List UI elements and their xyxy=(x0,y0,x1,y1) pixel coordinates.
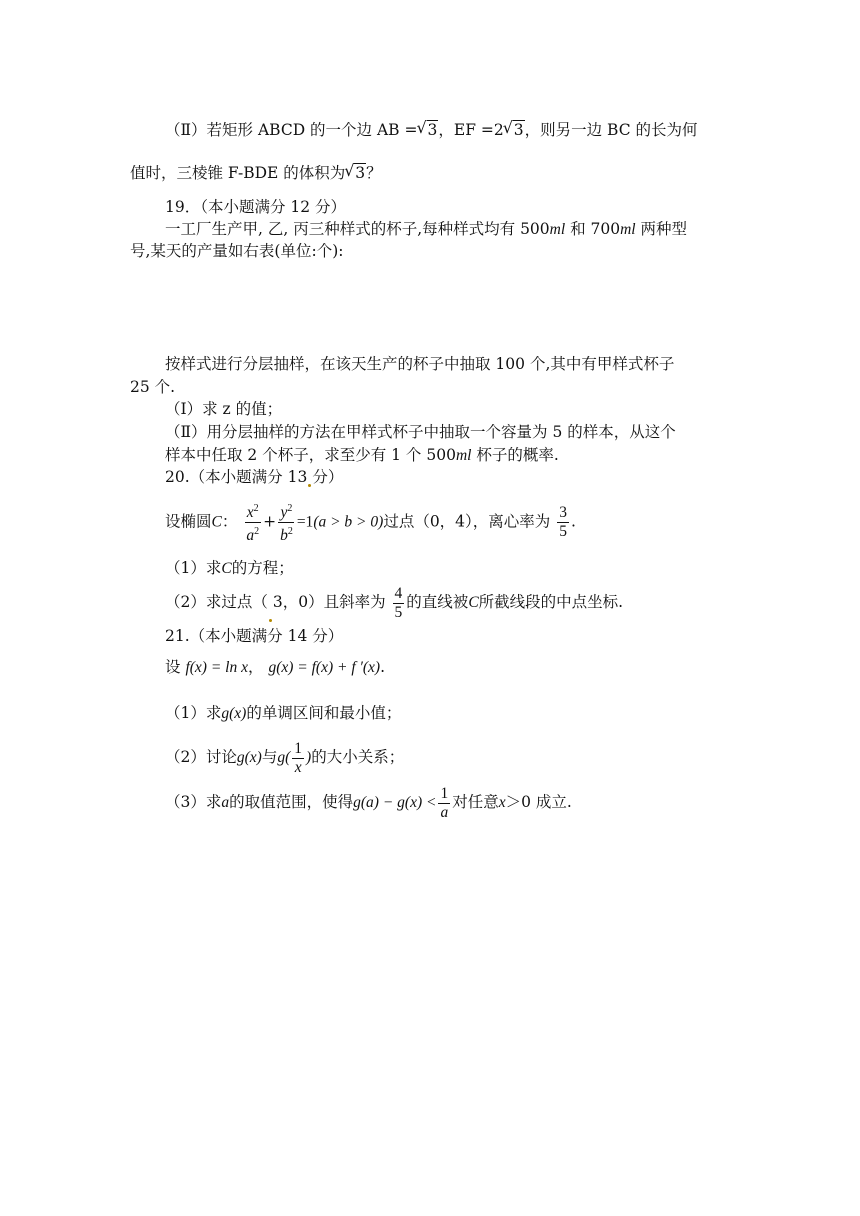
q19-paragraph2-line1: 按样式进行分层抽样，在该天生产的杯子中抽取 100 个,其中有甲样式杯子 xyxy=(165,355,675,373)
fraction-eccentricity: $\frac{3}{5}$ xyxy=(559,504,567,541)
sqrt-volume: √ 3 xyxy=(346,163,366,183)
sqrt-ab: √ 3 xyxy=(419,120,439,140)
fraction-one-over-x: $\frac{1}{x}$ xyxy=(294,739,303,776)
q19-header: 19．（本小题满分 12 分） xyxy=(165,198,347,216)
sqrt-ef: √ 3 xyxy=(505,120,525,140)
fraction-one-over-a: $\frac{1}{a}$ xyxy=(440,784,449,821)
q19-paragraph1-line1: 一工厂生产甲, 乙, 丙三种样式的杯子,每种样式均有 500ml 和 700ml 两种型 xyxy=(165,220,688,238)
q19-item1: （I）求 z 的值； xyxy=(165,400,283,418)
q19-item2-line1: （Ⅱ）用分层抽样的方法在甲样式杯子中抽取一个容量为 5 的样本，从这个 xyxy=(165,423,676,441)
q21-item1: （1）求g(x)的单调区间和最小值； xyxy=(165,704,402,722)
q21-definition: 设 f(x) = ln x， g(x) = f(x) + f ′(x). xyxy=(165,658,386,676)
fraction-slope: $\frac{4}{5}$ xyxy=(394,584,403,621)
q20-ellipse-line: 设椭圆C： $\frac{x^2}{a^2}$ + $\frac{y^2}{b^2}$ =1(a > b > 0)过点（0，4），离心率为 $\frac{3}{5}$ . xyxy=(165,500,576,540)
q20-item2: （2）求过点（ 3，0）且斜率为 $\frac{4}{5}$ 的直线被C所截线段的中点坐标. xyxy=(165,584,624,621)
q20-header: 20.（本小题满分 13 分） xyxy=(165,468,344,486)
stray-dot-mark xyxy=(308,484,311,487)
q19-paragraph2-line2: 25 个. xyxy=(130,378,176,396)
q18-part2-line2: 值时，三棱锥 F-BDE 的体积为√ 3？ xyxy=(130,163,382,183)
fraction-y2-b2: $\frac{y^2}{b^2}$ xyxy=(278,500,295,545)
q20-item1: （1）求C的方程； xyxy=(165,559,294,577)
q21-item2: （2）讨论g(x)与g( $\frac{1}{x}$ )的大小关系； xyxy=(165,739,405,776)
fraction-x2-a2: $\frac{x^2}{a^2}$ xyxy=(244,500,261,545)
q21-header: 21.（本小题满分 14 分） xyxy=(165,627,344,645)
q19-item2-line2: 样本中任取 2 个杯子，求至少有 1 个 500ml 杯子的概率. xyxy=(165,446,559,464)
q21-item3: （3）求a的取值范围，使得g(a) − g(x) < $\frac{1}{a}$ 对任意x＞0 成立. xyxy=(165,784,572,821)
q19-paragraph1-line2: 号,某天的产量如右表(单位:个): xyxy=(130,242,344,260)
q18-part2-label: （Ⅱ） xyxy=(165,121,207,139)
stray-dot-mark-2 xyxy=(269,619,272,622)
q18-part2-line1: （Ⅱ）若矩形 ABCD 的一个边 AB =√ 3，EF =2√ 3，则另一边 BC 的长为何 xyxy=(165,120,698,140)
